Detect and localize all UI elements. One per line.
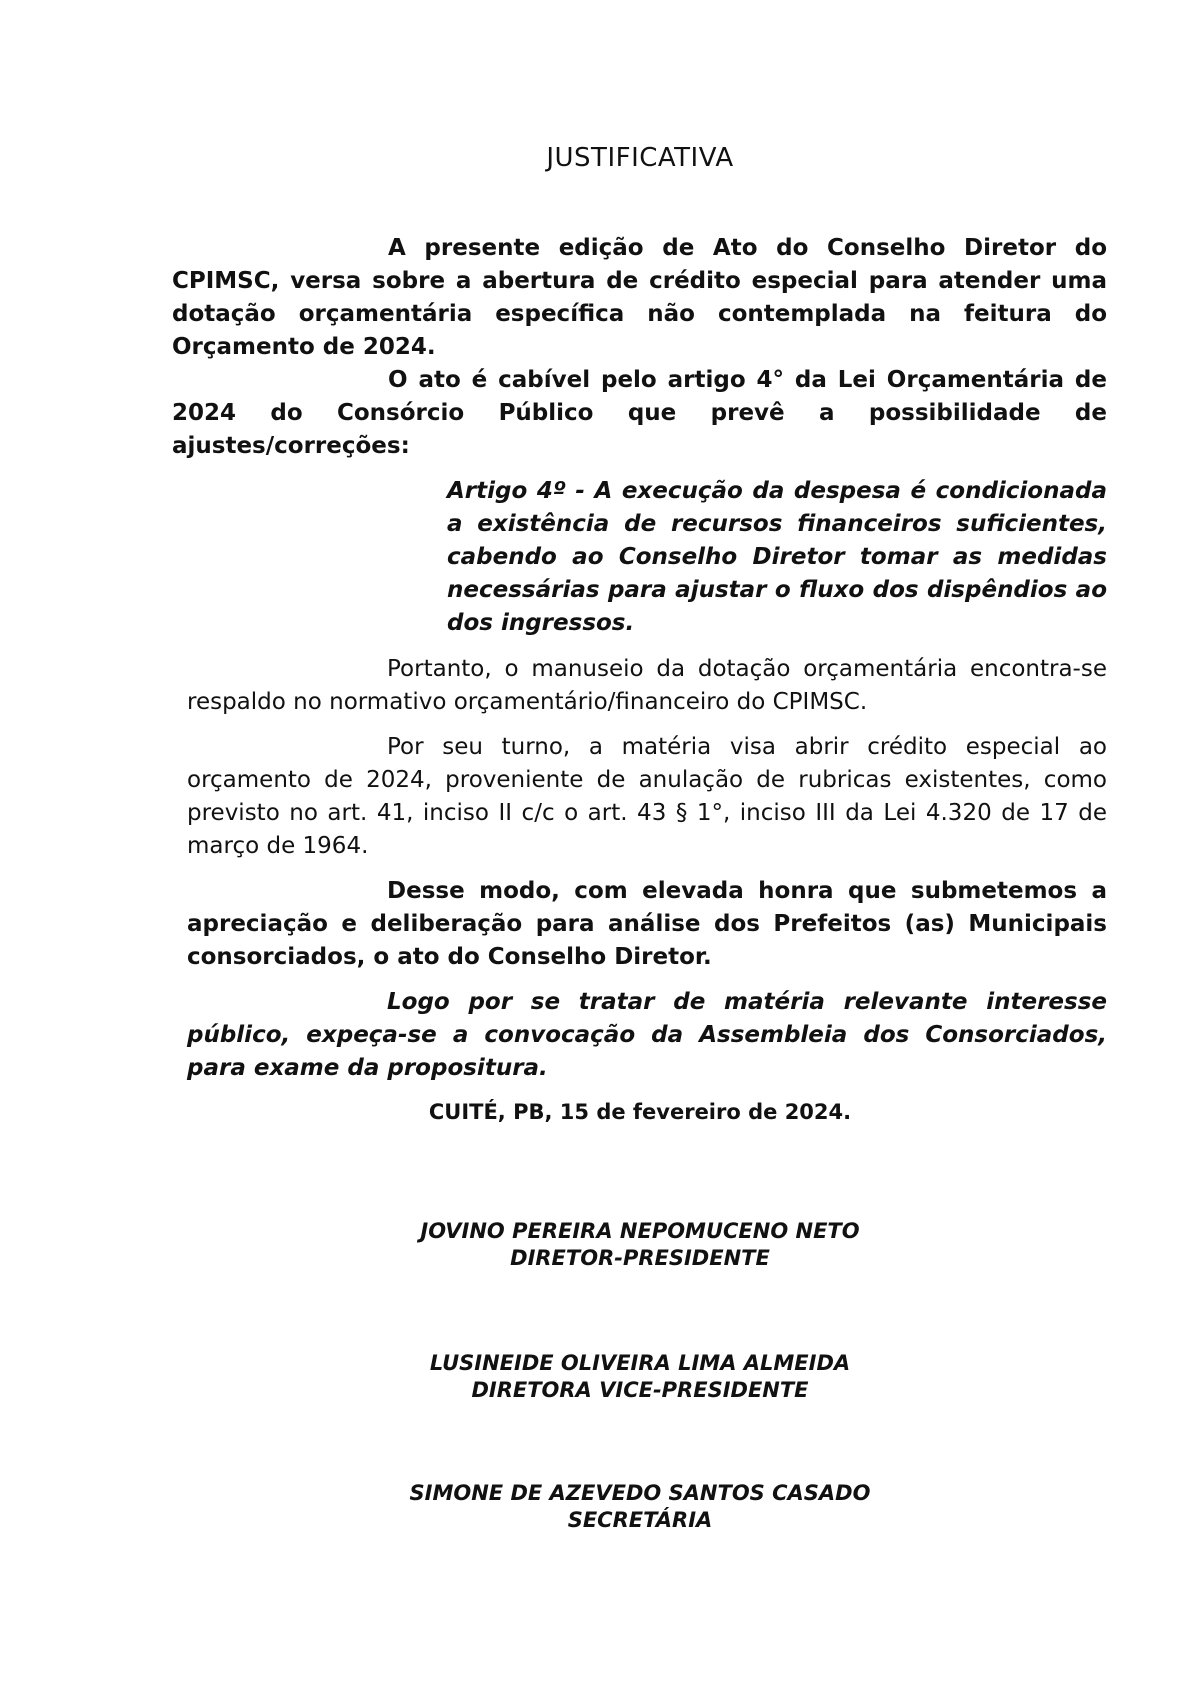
paragraph-legal-basis: O ato é cabível pelo artigo 4° da Lei Orçamentária de 2024 do Consórcio Público que prevê a possibilidade de ajustes/correções:	[172, 367, 1107, 459]
signatory-role: DIRETORA VICE-PRESIDENTE	[471, 1378, 809, 1402]
paragraph-convocation: Logo por se tratar de matéria relevante interesse público, expeça-se a convocação da Assembleia dos Consorciados, para exame da propositura.	[187, 989, 1107, 1081]
quoted-article: Artigo 4º - A execução da despesa é condicionada a existência de recursos financeiros suficientes, cabendo ao Conselho Diretor tomar as medidas necessárias para ajustar o fluxo dos dispêndios ao dos ingressos.	[447, 478, 1107, 636]
paragraph-intro: A presente edição de Ato do Conselho Diretor do CPIMSC, versa sobre a abertura de crédito especial para atender uma dotação orçamentária específica não contemplada na feitura do Orçamento de 2024.	[172, 235, 1107, 360]
signatory-name: SIMONE DE AZEVEDO SANTOS CASADO	[409, 1481, 871, 1505]
signatory-name: JOVINO PEREIRA NEPOMUCENO NETO	[420, 1219, 860, 1243]
document-title: JUSTIFICATIVA	[546, 143, 734, 173]
paragraph-submission: Desse modo, com elevada honra que submetemos a apreciação e deliberação para análise dos Prefeitos (as) Municipais consorciados, o ato do Conselho Diretor.	[187, 878, 1107, 970]
signature-block	[0, 1350, 1200, 1404]
place-date: CUITÉ, PB, 15 de fevereiro de 2024.	[428, 1100, 852, 1124]
signatory-role: SECRETÁRIA	[567, 1508, 713, 1532]
paragraph-credit: Por seu turno, a matéria visa abrir crédito especial ao orçamento de 2024, proveniente de anulação de rubricas existentes, como previsto no art. 41, inciso II c/c o art. 43 § 1°, inciso III da Lei 4.320 de 17 de março de 1964.	[187, 734, 1107, 859]
signatory-role: DIRETOR-PRESIDENTE	[510, 1246, 770, 1270]
paragraph-support: Portanto, o manuseio da dotação orçamentária encontra-se respaldo no normativo orçamentário/financeiro do CPIMSC.	[187, 656, 1107, 715]
signature-block	[0, 1480, 1200, 1534]
signatory-name: LUSINEIDE OLIVEIRA LIMA ALMEIDA	[429, 1351, 851, 1375]
signature-block	[0, 1218, 1200, 1272]
